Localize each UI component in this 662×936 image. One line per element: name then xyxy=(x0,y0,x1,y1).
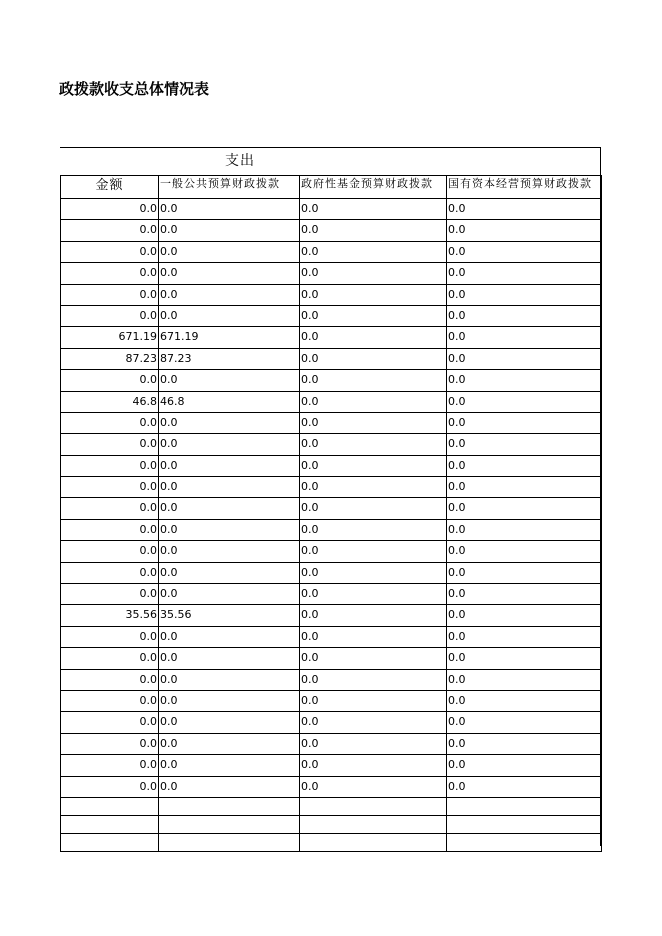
amount-cell: 0.0 xyxy=(61,690,159,711)
amount-cell: 0.0 xyxy=(61,541,159,562)
empty-cell xyxy=(61,815,159,833)
fund-budget-cell: 0.0 xyxy=(300,199,447,220)
empty-cell xyxy=(447,833,602,851)
amount-cell: 0.0 xyxy=(61,455,159,476)
empty-row xyxy=(61,815,602,833)
table-row xyxy=(61,541,602,562)
table-row xyxy=(61,455,602,476)
general-budget-cell: 0.0 xyxy=(159,519,300,540)
amount-cell: 0.0 xyxy=(61,412,159,433)
general-budget-cell: 0.0 xyxy=(159,584,300,605)
state-capital-budget-cell: 0.0 xyxy=(447,605,602,626)
table-row xyxy=(61,327,602,348)
amount-cell: 0.0 xyxy=(61,626,159,647)
state-capital-budget-cell: 0.0 xyxy=(447,690,602,711)
general-budget-cell: 0.0 xyxy=(159,241,300,262)
general-budget-cell: 0.0 xyxy=(159,669,300,690)
general-budget-cell: 0.0 xyxy=(159,690,300,711)
table-row xyxy=(61,562,602,583)
fund-budget-cell: 0.0 xyxy=(300,412,447,433)
amount-cell: 0.0 xyxy=(61,648,159,669)
general-budget-cell: 0.0 xyxy=(159,370,300,391)
empty-row xyxy=(61,833,602,851)
fund-budget-cell: 0.0 xyxy=(300,434,447,455)
state-capital-budget-cell: 0.0 xyxy=(447,370,602,391)
fund-budget-cell: 0.0 xyxy=(300,391,447,412)
table-row xyxy=(61,284,602,305)
state-capital-budget-cell: 0.0 xyxy=(447,305,602,326)
table-row xyxy=(61,241,602,262)
state-capital-budget-cell: 0.0 xyxy=(447,712,602,733)
table-row xyxy=(61,605,602,626)
table-row xyxy=(61,412,602,433)
general-budget-cell: 0.0 xyxy=(159,434,300,455)
state-capital-budget-cell: 0.0 xyxy=(447,648,602,669)
fund-budget-cell: 0.0 xyxy=(300,755,447,776)
table-row xyxy=(61,199,602,220)
empty-cell xyxy=(61,833,159,851)
state-capital-budget-cell: 0.0 xyxy=(447,220,602,241)
empty-cell xyxy=(159,797,300,815)
fund-budget-cell: 0.0 xyxy=(300,626,447,647)
fund-budget-cell: 0.0 xyxy=(300,584,447,605)
fund-budget-cell: 0.0 xyxy=(300,562,447,583)
fund-budget-cell: 0.0 xyxy=(300,455,447,476)
column-header-amount: 金额 xyxy=(61,176,159,199)
state-capital-budget-cell: 0.0 xyxy=(447,391,602,412)
expenditure-table xyxy=(60,175,602,852)
state-capital-budget-cell: 0.0 xyxy=(447,327,602,348)
state-capital-budget-cell: 0.0 xyxy=(447,455,602,476)
amount-cell: 0.0 xyxy=(61,519,159,540)
expenditure-table-sheet xyxy=(60,147,601,846)
fund-budget-cell: 0.0 xyxy=(300,327,447,348)
general-budget-cell: 0.0 xyxy=(159,755,300,776)
amount-cell: 0.0 xyxy=(61,284,159,305)
fund-budget-cell: 0.0 xyxy=(300,690,447,711)
state-capital-budget-cell: 0.0 xyxy=(447,263,602,284)
fund-budget-cell: 0.0 xyxy=(300,220,447,241)
table-row xyxy=(61,391,602,412)
amount-cell: 0.0 xyxy=(61,477,159,498)
empty-row xyxy=(61,797,602,815)
state-capital-budget-cell: 0.0 xyxy=(447,755,602,776)
state-capital-budget-cell: 0.0 xyxy=(447,498,602,519)
amount-cell: 0.0 xyxy=(61,220,159,241)
table-row xyxy=(61,477,602,498)
amount-cell: 0.0 xyxy=(61,562,159,583)
page-title: 政拨款收支总体情况表 xyxy=(59,80,210,98)
general-budget-cell: 0.0 xyxy=(159,220,300,241)
table-body xyxy=(61,199,602,852)
state-capital-budget-cell: 0.0 xyxy=(447,348,602,369)
fund-budget-cell: 0.0 xyxy=(300,669,447,690)
amount-cell: 0.0 xyxy=(61,241,159,262)
state-capital-budget-cell: 0.0 xyxy=(447,584,602,605)
state-capital-budget-cell: 0.0 xyxy=(447,241,602,262)
state-capital-budget-cell: 0.0 xyxy=(447,477,602,498)
fund-budget-cell: 0.0 xyxy=(300,477,447,498)
amount-cell: 0.0 xyxy=(61,199,159,220)
empty-cell xyxy=(447,815,602,833)
table-row xyxy=(61,755,602,776)
table-row xyxy=(61,348,602,369)
table-row xyxy=(61,305,602,326)
empty-cell xyxy=(300,833,447,851)
fund-budget-cell: 0.0 xyxy=(300,498,447,519)
table-row xyxy=(61,776,602,797)
empty-cell xyxy=(447,797,602,815)
state-capital-budget-cell: 0.0 xyxy=(447,541,602,562)
empty-cell xyxy=(300,797,447,815)
amount-cell: 0.0 xyxy=(61,584,159,605)
state-capital-budget-cell: 0.0 xyxy=(447,669,602,690)
table-row xyxy=(61,220,602,241)
state-capital-budget-cell: 0.0 xyxy=(447,284,602,305)
state-capital-budget-cell: 0.0 xyxy=(447,434,602,455)
amount-cell: 0.0 xyxy=(61,755,159,776)
amount-cell: 46.8 xyxy=(61,391,159,412)
table-row xyxy=(61,648,602,669)
general-budget-cell: 0.0 xyxy=(159,776,300,797)
fund-budget-cell: 0.0 xyxy=(300,519,447,540)
table-header-row xyxy=(61,176,602,199)
empty-cell xyxy=(61,797,159,815)
amount-cell: 0.0 xyxy=(61,733,159,754)
table-row xyxy=(61,519,602,540)
fund-budget-cell: 0.0 xyxy=(300,284,447,305)
state-capital-budget-cell: 0.0 xyxy=(447,776,602,797)
table-row xyxy=(61,733,602,754)
general-budget-cell: 0.0 xyxy=(159,284,300,305)
fund-budget-cell: 0.0 xyxy=(300,712,447,733)
fund-budget-cell: 0.0 xyxy=(300,263,447,284)
amount-cell: 0.0 xyxy=(61,669,159,690)
expenditure-header: 支出 xyxy=(225,153,255,169)
fund-budget-cell: 0.0 xyxy=(300,733,447,754)
general-budget-cell: 87.23 xyxy=(159,348,300,369)
empty-cell xyxy=(159,833,300,851)
state-capital-budget-cell: 0.0 xyxy=(447,519,602,540)
general-budget-cell: 46.8 xyxy=(159,391,300,412)
fund-budget-cell: 0.0 xyxy=(300,648,447,669)
empty-cell xyxy=(300,815,447,833)
column-header-fund-budget: 政府性基金预算财政拨款 xyxy=(300,176,447,199)
table-row xyxy=(61,690,602,711)
amount-cell: 35.56 xyxy=(61,605,159,626)
state-capital-budget-cell: 0.0 xyxy=(447,562,602,583)
general-budget-cell: 0.0 xyxy=(159,199,300,220)
table-row xyxy=(61,626,602,647)
table-row xyxy=(61,498,602,519)
general-budget-cell: 0.0 xyxy=(159,626,300,647)
general-budget-cell: 0.0 xyxy=(159,305,300,326)
amount-cell: 0.0 xyxy=(61,776,159,797)
amount-cell: 0.0 xyxy=(61,305,159,326)
table-row xyxy=(61,370,602,391)
amount-cell: 0.0 xyxy=(61,498,159,519)
general-budget-cell: 0.0 xyxy=(159,712,300,733)
fund-budget-cell: 0.0 xyxy=(300,370,447,391)
amount-cell: 0.0 xyxy=(61,434,159,455)
general-budget-cell: 0.0 xyxy=(159,648,300,669)
amount-cell: 671.19 xyxy=(61,327,159,348)
table-row xyxy=(61,712,602,733)
general-budget-cell: 0.0 xyxy=(159,562,300,583)
state-capital-budget-cell: 0.0 xyxy=(447,412,602,433)
general-budget-cell: 0.0 xyxy=(159,455,300,476)
amount-cell: 0.0 xyxy=(61,370,159,391)
fund-budget-cell: 0.0 xyxy=(300,541,447,562)
general-budget-cell: 35.56 xyxy=(159,605,300,626)
fund-budget-cell: 0.0 xyxy=(300,241,447,262)
general-budget-cell: 0.0 xyxy=(159,477,300,498)
state-capital-budget-cell: 0.0 xyxy=(447,199,602,220)
fund-budget-cell: 0.0 xyxy=(300,305,447,326)
amount-cell: 87.23 xyxy=(61,348,159,369)
general-budget-cell: 671.19 xyxy=(159,327,300,348)
fund-budget-cell: 0.0 xyxy=(300,348,447,369)
column-header-general-budget: 一般公共预算财政拨款 xyxy=(159,176,300,199)
general-budget-cell: 0.0 xyxy=(159,733,300,754)
table-row xyxy=(61,434,602,455)
state-capital-budget-cell: 0.0 xyxy=(447,626,602,647)
empty-cell xyxy=(159,815,300,833)
general-budget-cell: 0.0 xyxy=(159,541,300,562)
table-row xyxy=(61,263,602,284)
table-row xyxy=(61,669,602,690)
amount-cell: 0.0 xyxy=(61,712,159,733)
amount-cell: 0.0 xyxy=(61,263,159,284)
general-budget-cell: 0.0 xyxy=(159,412,300,433)
fund-budget-cell: 0.0 xyxy=(300,776,447,797)
general-budget-cell: 0.0 xyxy=(159,498,300,519)
general-budget-cell: 0.0 xyxy=(159,263,300,284)
table-row xyxy=(61,584,602,605)
state-capital-budget-cell: 0.0 xyxy=(447,733,602,754)
fund-budget-cell: 0.0 xyxy=(300,605,447,626)
column-header-state-capital-budget: 国有资本经营预算财政拨款 xyxy=(447,176,602,199)
